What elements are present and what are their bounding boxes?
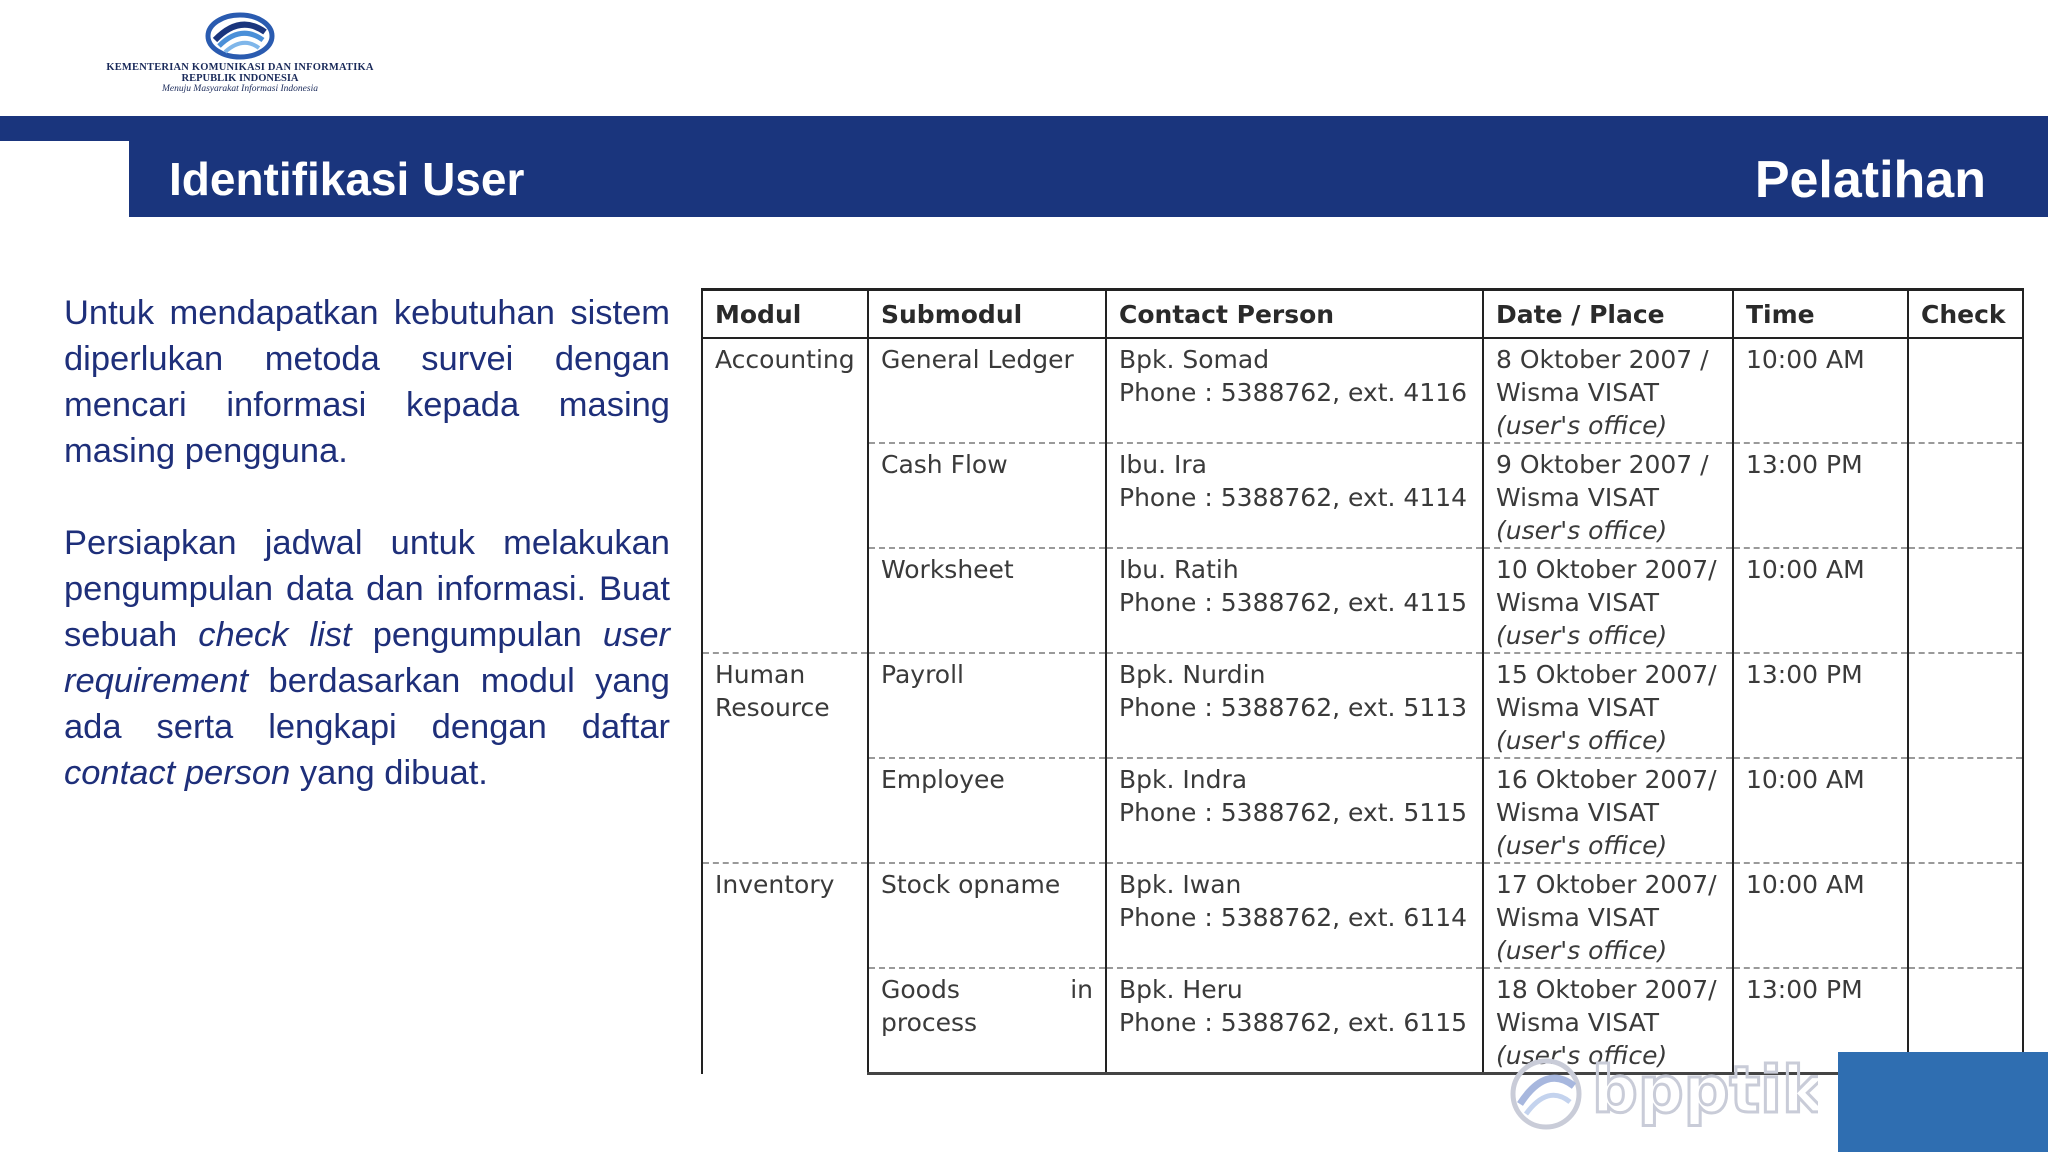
place: Wisma VISAT (1496, 903, 1660, 932)
body-text (64, 290, 670, 842)
table-row (702, 863, 2023, 968)
header-date-place: Date / Place (1483, 290, 1733, 339)
office-note: (user's office) (1496, 516, 1668, 545)
date: 9 Oktober 2007 / (1496, 450, 1709, 479)
submodul-process: process (881, 1008, 978, 1037)
table-row (702, 338, 2023, 443)
header-check: Check (1908, 290, 2023, 339)
time-cell: 10:00 AM (1733, 863, 1908, 968)
contact-cell (1106, 338, 1483, 443)
bpptik-text: bpptik (1592, 1054, 1818, 1128)
contact-name: Bpk. Nurdin (1119, 660, 1266, 689)
p2-text-1: Persiapkan jadwal untuk melakukan pengumpulan data dan informasi. Buat sebuah (64, 524, 670, 654)
time-cell: 10:00 AM (1733, 338, 1908, 443)
submodul-cell: Payroll (868, 653, 1106, 758)
contact-cell (1106, 968, 1483, 1074)
table-row (702, 548, 2023, 653)
module-inventory: Inventory (702, 863, 868, 1074)
date: 10 Oktober 2007/ (1496, 555, 1717, 584)
time-cell: 13:00 PM (1733, 653, 1908, 758)
contact-cell (1106, 863, 1483, 968)
table-row (702, 653, 2023, 758)
office-note: (user's office) (1496, 621, 1668, 650)
check-cell[interactable] (1908, 758, 2023, 863)
bpptik-logo (1508, 1050, 1818, 1136)
date-place-cell (1483, 653, 1733, 758)
module-accounting: Accounting (702, 338, 868, 653)
check-cell[interactable] (1908, 338, 2023, 443)
contact-phone: Phone : 5388762, ext. 4114 (1119, 483, 1468, 512)
p2-text-4: yang dibuat. (290, 754, 488, 792)
submodul-cell: Cash Flow (868, 443, 1106, 548)
contact-name: Bpk. Somad (1119, 345, 1270, 374)
date: 18 Oktober 2007/ (1496, 975, 1717, 1004)
contact-phone: Phone : 5388762, ext. 6114 (1119, 903, 1468, 932)
place: Wisma VISAT (1496, 1008, 1660, 1037)
check-cell[interactable] (1908, 863, 2023, 968)
date: 16 Oktober 2007/ (1496, 765, 1717, 794)
logo-text-ministry: KEMENTERIAN KOMUNIKASI DAN INFORMATIKA (106, 62, 374, 73)
user-schedule-table (701, 288, 2024, 1075)
office-note: (user's office) (1496, 411, 1668, 440)
contact-cell (1106, 443, 1483, 548)
section-title: Pelatihan (1754, 151, 1986, 209)
submodul-cell (868, 968, 1106, 1074)
office-note: (user's office) (1496, 1041, 1668, 1070)
ministry-emblem-icon (205, 12, 275, 60)
p2-text-2: pengumpulan (351, 616, 603, 654)
table-header-row (702, 290, 2023, 339)
place: Wisma VISAT (1496, 483, 1660, 512)
place: Wisma VISAT (1496, 378, 1660, 407)
contact-phone: Phone : 5388762, ext. 5113 (1119, 693, 1468, 722)
header-time: Time (1733, 290, 1908, 339)
module-human-resource: Human Resource (702, 653, 868, 863)
contact-name: Bpk. Indra (1119, 765, 1248, 794)
place: Wisma VISAT (1496, 693, 1660, 722)
bpptik-wordmark-icon (1508, 1050, 1818, 1136)
logo-tagline: Menuju Masyarakat Informasi Indonesia (162, 84, 318, 94)
page-title: Identifikasi User (169, 153, 525, 205)
logo-text-country: REPUBLIK INDONESIA (181, 73, 299, 84)
table-row (702, 758, 2023, 863)
contact-name: Ibu. Ira (1119, 450, 1207, 479)
contact-name: Ibu. Ratih (1119, 555, 1239, 584)
date: 17 Oktober 2007/ (1496, 870, 1717, 899)
p2-text-3: berdasarkan modul yang ada serta lengkapi dengan daftar (64, 662, 670, 746)
time-cell: 13:00 PM (1733, 968, 1908, 1074)
submodul-in: in (1070, 975, 1093, 1004)
header-submodul: Submodul (868, 290, 1106, 339)
p2-emph-contact-person: contact person (64, 754, 291, 792)
submodul-cell: Stock opname (868, 863, 1106, 968)
header-band-top (0, 116, 2048, 141)
office-note: (user's office) (1496, 936, 1668, 965)
corner-decoration (1838, 1052, 2048, 1152)
check-cell[interactable] (1908, 548, 2023, 653)
date-place-cell (1483, 758, 1733, 863)
contact-cell (1106, 548, 1483, 653)
office-note: (user's office) (1496, 726, 1668, 755)
p2-emph-user-requirement: user requirement (64, 616, 671, 700)
submodul-cell: General Ledger (868, 338, 1106, 443)
time-cell: 10:00 AM (1733, 548, 1908, 653)
office-note: (user's office) (1496, 831, 1668, 860)
p2-emph-check-list: check list (198, 616, 352, 654)
header-contact-person: Contact Person (1106, 290, 1483, 339)
date-place-cell (1483, 548, 1733, 653)
ministry-logo (80, 12, 400, 102)
contact-cell (1106, 758, 1483, 863)
date: 8 Oktober 2007 / (1496, 345, 1709, 374)
check-cell[interactable] (1908, 443, 2023, 548)
contact-phone: Phone : 5388762, ext. 6115 (1119, 1008, 1468, 1037)
contact-phone: Phone : 5388762, ext. 4116 (1119, 378, 1468, 407)
date-place-cell (1483, 443, 1733, 548)
time-cell: 13:00 PM (1733, 443, 1908, 548)
date: 15 Oktober 2007/ (1496, 660, 1717, 689)
table-row (702, 968, 2023, 1074)
submodul-cell: Employee (868, 758, 1106, 863)
check-cell[interactable] (1908, 653, 2023, 758)
place: Wisma VISAT (1496, 798, 1660, 827)
paragraph-1: Untuk mendapatkan kebutuhan sistem diperlukan metoda survei dengan mencari informasi kepada masing masing pengguna. (64, 294, 670, 470)
contact-name: Bpk. Heru (1119, 975, 1243, 1004)
contact-name: Bpk. Iwan (1119, 870, 1242, 899)
paragraph-2 (64, 520, 670, 796)
date-place-cell (1483, 863, 1733, 968)
time-cell: 10:00 AM (1733, 758, 1908, 863)
date-place-cell (1483, 338, 1733, 443)
table-row (702, 443, 2023, 548)
contact-cell (1106, 653, 1483, 758)
contact-phone: Phone : 5388762, ext. 5115 (1119, 798, 1468, 827)
contact-phone: Phone : 5388762, ext. 4115 (1119, 588, 1468, 617)
header-modul: Modul (702, 290, 868, 339)
submodul-cell: Worksheet (868, 548, 1106, 653)
submodul-goods: Goods (881, 975, 960, 1004)
place: Wisma VISAT (1496, 588, 1660, 617)
header-band (129, 141, 2048, 217)
